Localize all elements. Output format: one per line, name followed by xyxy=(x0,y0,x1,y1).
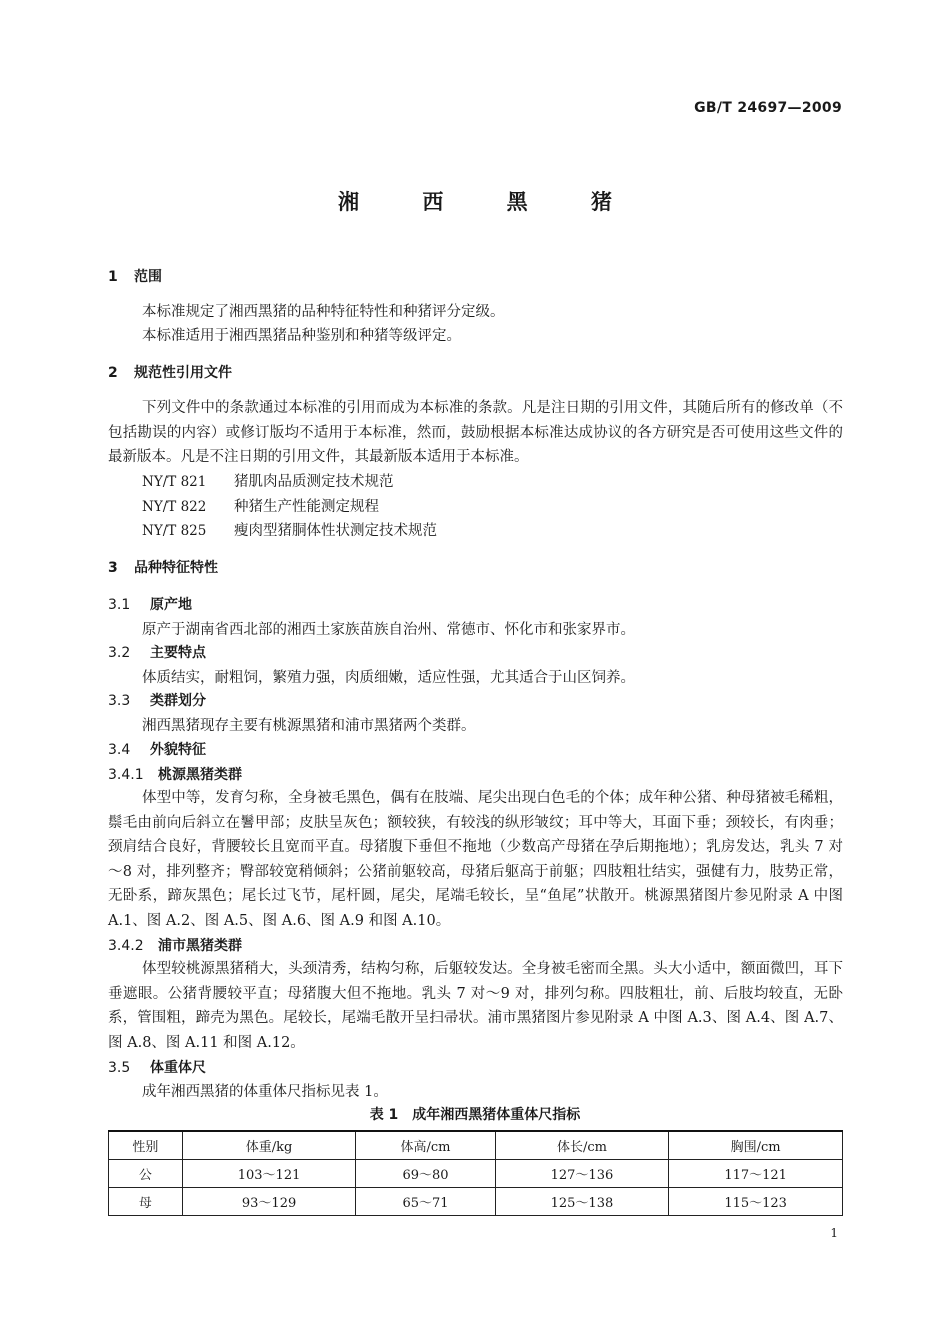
section-title: 类群划分 xyxy=(150,693,206,709)
page-number: 1 xyxy=(830,1226,838,1240)
paragraph: 体质结实，耐粗饲，繁殖力强，肉质细嫩，适应性强，尤其适合于山区饲养。 xyxy=(142,670,635,686)
paragraph: 原产于湖南省西北部的湘西土家族苗族自治州、常德市、怀化市和张家界市。 xyxy=(142,622,635,638)
section-3-heading xyxy=(108,557,218,577)
section-number: 3.4.1 xyxy=(108,767,144,783)
paragraph: 成年湘西黑猪的体重体尺指标见表 1。 xyxy=(142,1084,388,1100)
section-title: 外貌特征 xyxy=(150,742,206,758)
section-number: 3.4.2 xyxy=(108,938,144,954)
reference-title: 种猪生产性能测定规程 xyxy=(234,499,379,515)
table-cell: 127～136 xyxy=(495,1160,669,1188)
reference-code: NY/T 821 xyxy=(142,474,207,490)
table-row xyxy=(109,1188,843,1216)
paragraph: 下列文件中的条款通过本标准的引用而成为本标准的条款。凡是注日期的引用文件，其随后所有的修改单（不包括勘误的内容）或修订版均不适用于本标准，然而，鼓励根据本标准达成协议的各方研究是否可使用这些文件的最新版本。凡是不注日期的引用文件，其最新版本适用于本标准。 xyxy=(108,400,843,465)
section-title: 浦市黑猪类群 xyxy=(158,938,242,954)
table-cell: 117～121 xyxy=(669,1160,843,1188)
table-cell: 69～80 xyxy=(356,1160,495,1188)
section-title: 品种特征特性 xyxy=(134,560,218,576)
table-cell: 母 xyxy=(109,1188,183,1216)
table-cell: 115～123 xyxy=(669,1188,843,1216)
table-cell: 125～138 xyxy=(495,1188,669,1216)
section-title: 原产地 xyxy=(150,597,192,613)
table-header-cell: 体长/cm xyxy=(495,1131,669,1160)
reference-item xyxy=(142,519,437,540)
table-cell: 公 xyxy=(109,1160,183,1188)
section-number: 3.3 xyxy=(108,693,131,709)
section-number: 3.4 xyxy=(108,742,131,758)
table-cell: 93～129 xyxy=(182,1188,356,1216)
document-title: 湘 西 黑 猪 xyxy=(338,190,640,214)
subsection-heading xyxy=(108,739,206,759)
section-number: 2 xyxy=(108,365,118,381)
section-title: 桃源黑猪类群 xyxy=(158,767,242,783)
table-cell: 65～71 xyxy=(356,1188,495,1216)
reference-item xyxy=(142,495,379,516)
section-number: 3.1 xyxy=(108,597,131,613)
paragraph: 体型较桃源黑猪稍大，头颈清秀，结构匀称，后躯较发达。全身被毛密而全黑。头大小适中，额面微凹，耳下垂遮眼。公猪背腰较平直；母猪腹大但不拖地。乳头 7 对～9 对，排列匀称。四肢粗壮，前、后肢均较直，无卧系，管围粗，蹄壳为黑色。尾较长，尾端毛散开呈扫帚状。浦市黑猪图片参见附录 A 中图 A.3、图 A.4、图 A.7、图 A.8、图 A.11 和图 A.12。 xyxy=(108,961,843,1051)
subsection-heading xyxy=(108,690,206,710)
data-table xyxy=(108,1130,843,1216)
reference-code: NY/T 822 xyxy=(142,499,207,515)
section-title: 体重体尺 xyxy=(150,1060,206,1076)
reference-title: 瘦肉型猪胴体性状测定技术规范 xyxy=(234,523,437,539)
reference-code: NY/T 825 xyxy=(142,523,207,539)
subsection-heading xyxy=(108,1057,206,1077)
table-header-row xyxy=(109,1131,843,1160)
reference-title: 猪肌肉品质测定技术规范 xyxy=(234,474,394,490)
section-2-heading xyxy=(108,362,232,382)
subsection-heading xyxy=(108,642,206,662)
section-number: 3 xyxy=(108,560,118,576)
section-title: 主要特点 xyxy=(150,645,206,661)
section-number: 3.2 xyxy=(108,645,131,661)
paragraph: 体型中等，发育匀称，全身被毛黑色，偶有在肢端、尾尖出现白色毛的个体；成年种公猪、种母猪被毛稀粗，鬃毛由前向后斜立在鬐甲部；皮肤呈灰色；额较狭，有较浅的纵形皱纹；耳中等大，耳面下垂；颈较长，有肉垂；颈肩结合良好，背腰较长且宽而平直。母猪腹下垂但不拖地（少数高产母猪在孕后期拖地）；乳房发达，乳头 7 对～8 对，排列整齐；臀部较宽稍倾斜；公猪前躯较高，母猪后躯高于前躯；四肢粗壮结实，强健有力，肢势正常，无卧系，蹄灰黑色；尾长过飞节，尾杆圆，尾尖，尾端毛较长，呈“鱼尾”状散开。桃源黑猪图片参见附录 A 中图 A.1、图 A.2、图 A.5、图 A.6、图 A.9 和图 A.10。 xyxy=(108,790,843,929)
table-cell: 103～121 xyxy=(182,1160,356,1188)
subsubsection-heading xyxy=(108,935,242,955)
subsubsection-heading xyxy=(108,764,242,784)
table-header-cell: 体高/cm xyxy=(356,1131,495,1160)
paragraph: 湘西黑猪现存主要有桃源黑猪和浦市黑猪两个类群。 xyxy=(142,718,476,734)
reference-item xyxy=(142,470,394,491)
paragraph: 本标准适用于湘西黑猪品种鉴别和种猪等级评定。 xyxy=(142,328,461,344)
table-row xyxy=(109,1160,843,1188)
subsection-heading xyxy=(108,594,192,614)
table-header-cell: 体重/kg xyxy=(182,1131,356,1160)
standard-number: GB/T 24697—2009 xyxy=(694,100,842,116)
section-title: 范围 xyxy=(134,269,162,285)
section-number: 3.5 xyxy=(108,1060,131,1076)
table-header-cell: 性别 xyxy=(109,1131,183,1160)
table-caption: 表 1 成年湘西黑猪体重体尺指标 xyxy=(369,1107,581,1123)
section-number: 1 xyxy=(108,269,118,285)
section-title: 规范性引用文件 xyxy=(134,365,232,381)
paragraph: 本标准规定了湘西黑猪的品种特征特性和种猪评分定级。 xyxy=(142,304,505,320)
table-header-cell: 胸围/cm xyxy=(669,1131,843,1160)
section-1-heading xyxy=(108,266,162,286)
